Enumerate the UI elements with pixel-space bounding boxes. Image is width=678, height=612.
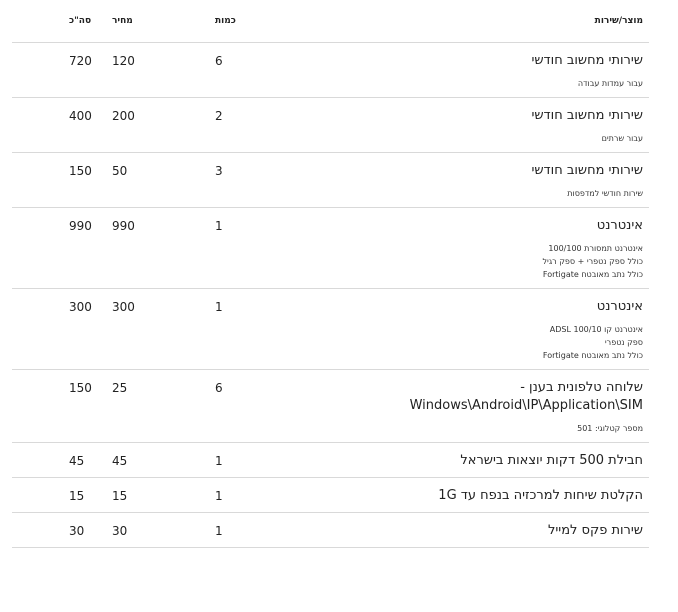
product-desc [275,187,643,200]
product-cell [275,370,649,435]
product-title: אינטרנט [596,299,643,314]
desc-line: שירות חודשי למדפסות [567,189,643,198]
desc-line: כולל נתב מאובטח Fortigate [542,270,643,279]
product-title: שירותי מחשוב חודשי [531,163,643,178]
header-total: סה"כ [69,16,92,26]
product-title: שירות פקס למייל [547,523,643,538]
qty-cell: 3 [215,164,223,178]
table-row [12,98,649,153]
table-row [12,443,649,478]
product-cell [275,98,649,145]
desc-line: ספק נטפרי [604,338,643,347]
header-price: מחיר [112,16,133,26]
total-cell: 15 [69,489,85,503]
price-cell: 200 [112,109,135,123]
total-cell: 990 [69,219,92,233]
desc-line: עבור עמדות עבודה [577,79,643,88]
table-header [12,0,649,43]
product-title-line2: Windows\Android\IP\Application\SIM [409,398,643,413]
desc-line: כולל ספק נטפרי + ספק רגיל [542,257,643,266]
table-row [12,289,649,370]
product-title: אינטרנט [596,218,643,233]
table-row [12,208,649,289]
product-desc [275,77,643,90]
product-cell [275,153,649,200]
total-cell: 30 [69,524,85,538]
product-desc [275,132,643,145]
product-title: שירותי מחשוב חודשי [531,53,643,68]
qty-cell: 1 [215,524,223,538]
product-cell [275,208,649,281]
total-cell: 400 [69,109,92,123]
price-cell: 45 [112,454,128,468]
qty-cell: 1 [215,489,223,503]
table-row [12,513,649,548]
product-desc [275,422,643,435]
price-cell: 15 [112,489,128,503]
qty-cell: 6 [215,54,223,68]
table-row [12,153,649,208]
product-title: שירותי מחשוב חודשי [531,108,643,123]
desc-line: עבור שרתים [601,134,643,143]
price-cell: 25 [112,381,128,395]
product-cell [275,513,649,540]
total-cell: 720 [69,54,92,68]
product-title: הקלטת שיחות למרכזיה בנפח עד 1G [438,488,643,503]
qty-cell: 6 [215,381,223,395]
header-qty: כמות [215,16,236,26]
qty-cell: 1 [215,219,223,233]
price-cell: 300 [112,300,135,314]
product-desc [275,242,643,281]
price-cell: 30 [112,524,128,538]
table-row [12,43,649,98]
qty-cell: 1 [215,454,223,468]
product-cell [275,478,649,505]
price-cell: 990 [112,219,135,233]
desc-line: כולל נתב מאובטח Fortigate [542,351,643,360]
desc-line: אינטרנט תמסורת 100/100 [548,244,643,253]
desc-line: מספר קטלוגי: 501 [577,424,643,433]
table-row [12,370,649,443]
total-cell: 150 [69,164,92,178]
header-product: מוצר/שירות [594,16,643,26]
desc-line: אינטרנט קו ADSL 100/10 [549,325,643,334]
product-desc [275,323,643,362]
product-cell [275,43,649,90]
product-title: שלוחה טלפונית בענן - [520,380,643,395]
price-cell: 50 [112,164,128,178]
price-cell: 120 [112,54,135,68]
product-cell [275,443,649,470]
total-cell: 45 [69,454,85,468]
total-cell: 150 [69,381,92,395]
quote-table [12,0,649,548]
table-row [12,478,649,513]
qty-cell: 2 [215,109,223,123]
product-title: חבילת 500 דקות יוצאות בישראל [460,453,643,468]
qty-cell: 1 [215,300,223,314]
product-cell [275,289,649,362]
total-cell: 300 [69,300,92,314]
